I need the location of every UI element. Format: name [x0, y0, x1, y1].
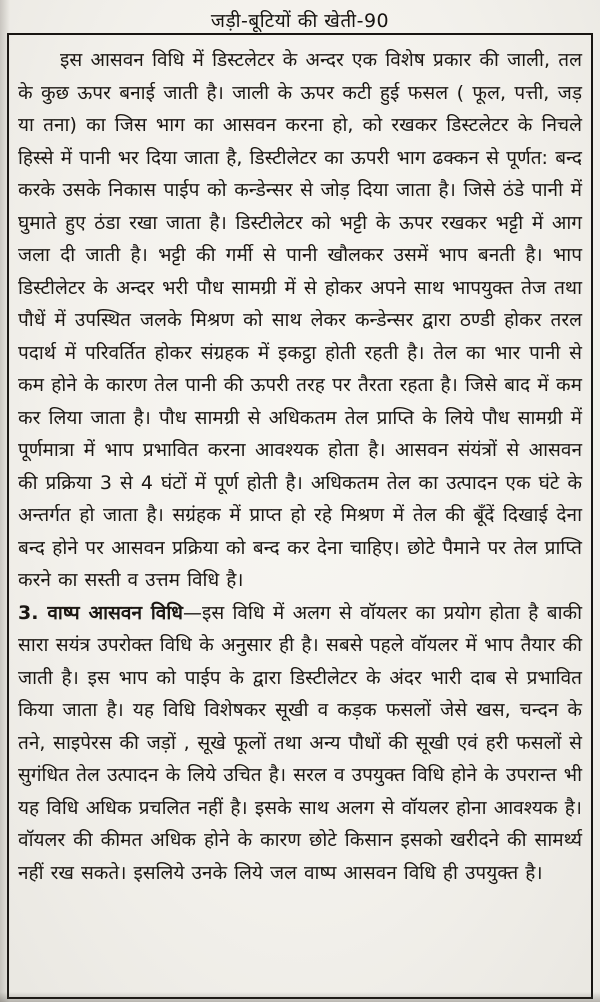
page-header: जड़ी-बूटियों की खेती-90 [210, 10, 390, 32]
paragraph-water-distillation: इस आसवन विधि में डिस्टलेटर के अन्दर एक विशेष प्रकार की जाली, तल के कुछ ऊपर बनाई जाती है। जाली के ऊपर कटी हुई फसल ( फूल, पत्ती, जड़ या तना) का जिस भाग का आसवन करना हो, को रखकर डिस्टलेटर के निचले हिस्से में पानी भर दिया जाता है, डिस्टीलेटर का ऊपरी भाग ढक्कन से पूर्णत: बन्द करके उसके निकास पाईप को कन्डेन्सर से जोड़ दिया जाता है। जिसे ठंडे पानी में घुमाते हुए ठंडा रखा जाता है। डिस्टीलेटर को भट्टी के ऊपर रखकर भट्टी में आग जला दी जाती है। भट्टी की गर्मी से पानी खौलकर उसमें भाप बनती है। भाप डिस्टीलेटर के अन्दर भरी पौध सामग्री में से होकर अपने साथ भापयुक्त तेज तथा पौधें में उपस्थित जलके मिश्रण को साथ लेकर कन्डेन्सर द्वारा ठण्डी होकर तरल पदार्थ में परिवर्तित होकर संग्रहक में इकट्ठा होती रहती है। तेल का भार पानी से कम होने के कारण तेल पानी की ऊपरी तरह पर तैरता रहता है। जिसे बाद में कम कर लिया जाता है। पौध सामग्री से अधिकतम तेल प्राप्ति के लिये पौध सामग्री में पूर्णमात्रा में भाप प्रभावित करना आवश्यक होता है। आसवन संयंत्रों से आसवन की प्रक्रिया 3 से 4 घंटों में पूर्ण होती है। अधिकतम तेल का उत्पादन एक घंटे के अन्तर्गत हो जाता है। सग्रंहक में प्राप्त हो रहे मिश्रण में तेल की बूँदें दिखाई देना बन्द होने पर आसवन प्रक्रिया को बन्द कर देना चाहिए। छोटे पैमाने पर तेल प्राप्ति करने का सस्ती व उत्तम विधि है। [18, 49, 582, 591]
section-heading: 3. वाष्प आसवन विधि [18, 601, 183, 624]
paragraph-steam-distillation [18, 597, 582, 890]
page-frame [7, 33, 593, 999]
section-body-text: —इस विधि में अलग से वॉयलर का प्रयोग होता है बाकी सारा सयंत्र उपरोक्त विधि के अनुसार ही है। सबसे पहले वॉयलर में भाप तैयार की जाती है। इस भाप को पाईप के द्वारा डिस्टीलेटर के अंदर भारी दाब से प्रभावित किया जाता है। यह विधि विशेषकर सूखी व कड़क फसलों जेसे खस, चन्दन के तने, साइपेरस की जड़ों , सूखे फूलों तथा अन्य पौधों की सूखी एवं हरी फसलों से सुगंधित तेल उत्पादन के लिये उचित है। सरल व उपयुक्त विधि होने के उपरान्त भी यह विधि अधिक प्रचलित नहीं है। इसके साथ अलग से वॉयलर होना आवश्यक है। वॉयलर की कीमत अधिक होने के कारण छोटे किसान इसको खरीदने की सामर्थ्य नहीं रख सकते। इसलिये उनके लिये जल वाष्प आसवन विधि ही उपयुक्त है। [18, 601, 582, 884]
